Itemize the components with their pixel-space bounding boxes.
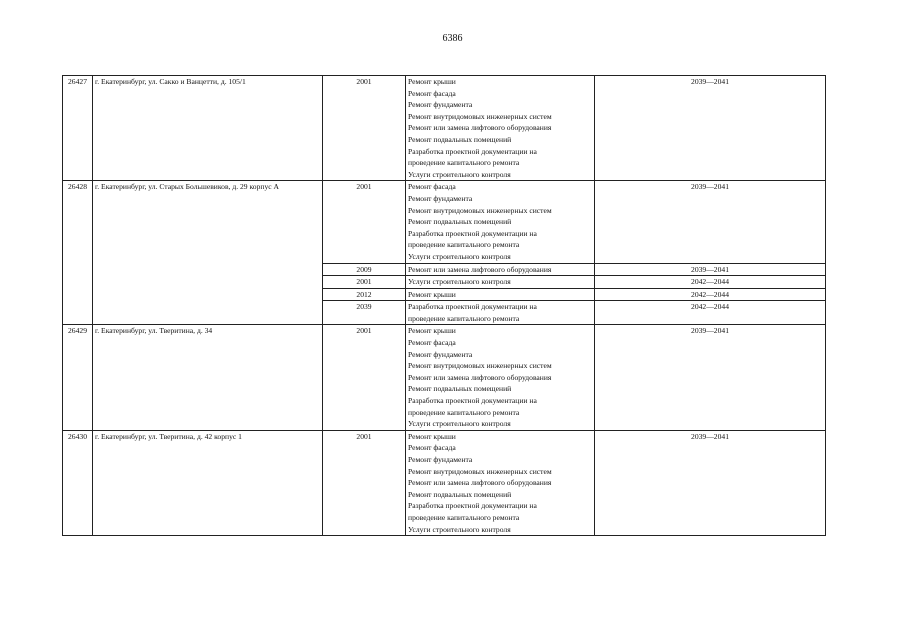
work-type-line: Ремонт крыши bbox=[408, 431, 456, 441]
table-body bbox=[63, 76, 826, 536]
repair-schedule-table bbox=[62, 75, 826, 536]
table-row bbox=[63, 430, 826, 535]
work-types-cell bbox=[406, 288, 595, 301]
period-cell: 2042—2044 bbox=[595, 276, 826, 289]
period-cell: 2039—2041 bbox=[595, 76, 826, 181]
work-type-line: Услуги строительного контроля bbox=[408, 251, 511, 261]
address-cell: г. Екатеринбург, ул. Тверитина, д. 42 корпус 1 bbox=[93, 430, 323, 535]
work-types-cell bbox=[406, 76, 595, 181]
work-type-line: Ремонт внутридомовых инженерных систем bbox=[408, 466, 552, 476]
year-cell: 2039 bbox=[323, 301, 406, 325]
record-number-cell: 26428 bbox=[63, 181, 93, 325]
period-cell: 2039—2041 bbox=[595, 181, 826, 263]
work-type-line: Ремонт крыши bbox=[408, 77, 456, 86]
table-row bbox=[63, 76, 826, 181]
period-cell: 2039—2041 bbox=[595, 263, 826, 276]
record-number-cell: 26427 bbox=[63, 76, 93, 181]
work-types-cell bbox=[406, 430, 595, 535]
year-cell: 2012 bbox=[323, 288, 406, 301]
work-type-line: Ремонт фундамента bbox=[408, 100, 473, 110]
work-type-line: Ремонт подвальных помещений bbox=[408, 489, 512, 499]
work-type-line: Ремонт подвальных помещений bbox=[408, 134, 512, 144]
work-types-cell bbox=[406, 301, 595, 325]
record-number-cell: 26430 bbox=[63, 430, 93, 535]
year-cell: 2001 bbox=[323, 76, 406, 181]
work-type-line: проведение капитального ремонта bbox=[408, 512, 520, 522]
year-cell: 2001 bbox=[323, 325, 406, 430]
work-type-line: Ремонт крыши bbox=[408, 289, 456, 299]
work-type-line: Ремонт фасада bbox=[408, 182, 456, 192]
work-types-cell bbox=[406, 276, 595, 289]
period-cell: 2042—2044 bbox=[595, 301, 826, 325]
work-type-line: проведение капитального ремонта bbox=[408, 240, 520, 250]
work-type-line: Ремонт или замена лифтового оборудования bbox=[408, 264, 552, 274]
work-type-line: Услуги строительного контроля bbox=[408, 277, 511, 287]
work-type-line: Разработка проектной документации на bbox=[408, 146, 537, 156]
work-types-cell bbox=[406, 181, 595, 263]
period-cell: 2042—2044 bbox=[595, 288, 826, 301]
year-cell: 2001 bbox=[323, 181, 406, 263]
page-number: 6386 bbox=[442, 33, 463, 44]
work-type-line: Ремонт или замена лифтового оборудования bbox=[408, 123, 552, 133]
period-cell: 2039—2041 bbox=[595, 430, 826, 535]
work-type-line: Ремонт подвальных помещений bbox=[408, 217, 512, 227]
work-type-line: Разработка проектной документации на bbox=[408, 228, 537, 238]
address-cell: г. Екатеринбург, ул. Тверитина, д. 34 bbox=[93, 325, 323, 430]
work-type-line: Разработка проектной документации на bbox=[408, 501, 537, 511]
work-type-line: Ремонт фасада bbox=[408, 88, 456, 98]
period-cell: 2039—2041 bbox=[595, 325, 826, 430]
table-row bbox=[63, 325, 826, 430]
work-type-line: Разработка проектной документации на bbox=[408, 396, 537, 406]
work-type-line: Ремонт крыши bbox=[408, 326, 456, 336]
work-type-line: Ремонт фундамента bbox=[408, 193, 473, 203]
work-type-line: Услуги строительного контроля bbox=[408, 524, 511, 534]
work-type-line: проведение капитального ремонта bbox=[408, 158, 520, 168]
work-type-line: Ремонт внутридомовых инженерных систем bbox=[408, 361, 552, 371]
work-types-cell bbox=[406, 325, 595, 430]
year-cell: 2001 bbox=[323, 430, 406, 535]
work-type-line: Ремонт внутридомовых инженерных систем bbox=[408, 205, 552, 215]
address-cell: г. Екатеринбург, ул. Сакко и Ванцетти, д. 105/1 bbox=[93, 76, 323, 181]
work-type-line: Ремонт фундамента bbox=[408, 455, 473, 464]
work-type-line: Ремонт фасада bbox=[408, 443, 456, 453]
table-row bbox=[63, 181, 826, 263]
work-type-line: Ремонт подвальных помещений bbox=[408, 384, 512, 394]
work-type-line: Ремонт фундамента bbox=[408, 349, 473, 359]
work-type-line: Разработка проектной документации на bbox=[408, 302, 537, 312]
work-type-line: проведение капитального ремонта bbox=[408, 313, 520, 323]
year-cell: 2009 bbox=[323, 263, 406, 276]
year-cell: 2001 bbox=[323, 276, 406, 289]
work-type-line: Ремонт фасада bbox=[408, 338, 456, 348]
work-type-line: Услуги строительного контроля bbox=[408, 419, 511, 429]
work-type-line: проведение капитального ремонта bbox=[408, 407, 520, 417]
work-type-line: Ремонт или замена лифтового оборудования bbox=[408, 478, 552, 488]
work-type-line: Услуги строительного контроля bbox=[408, 169, 511, 179]
record-number-cell: 26429 bbox=[63, 325, 93, 430]
work-type-line: Ремонт внутридомовых инженерных систем bbox=[408, 111, 552, 121]
work-types-cell bbox=[406, 263, 595, 276]
address-cell: г. Екатеринбург, ул. Старых Большевиков, д. 29 корпус А bbox=[93, 181, 323, 325]
work-type-line: Ремонт или замена лифтового оборудования bbox=[408, 372, 552, 382]
